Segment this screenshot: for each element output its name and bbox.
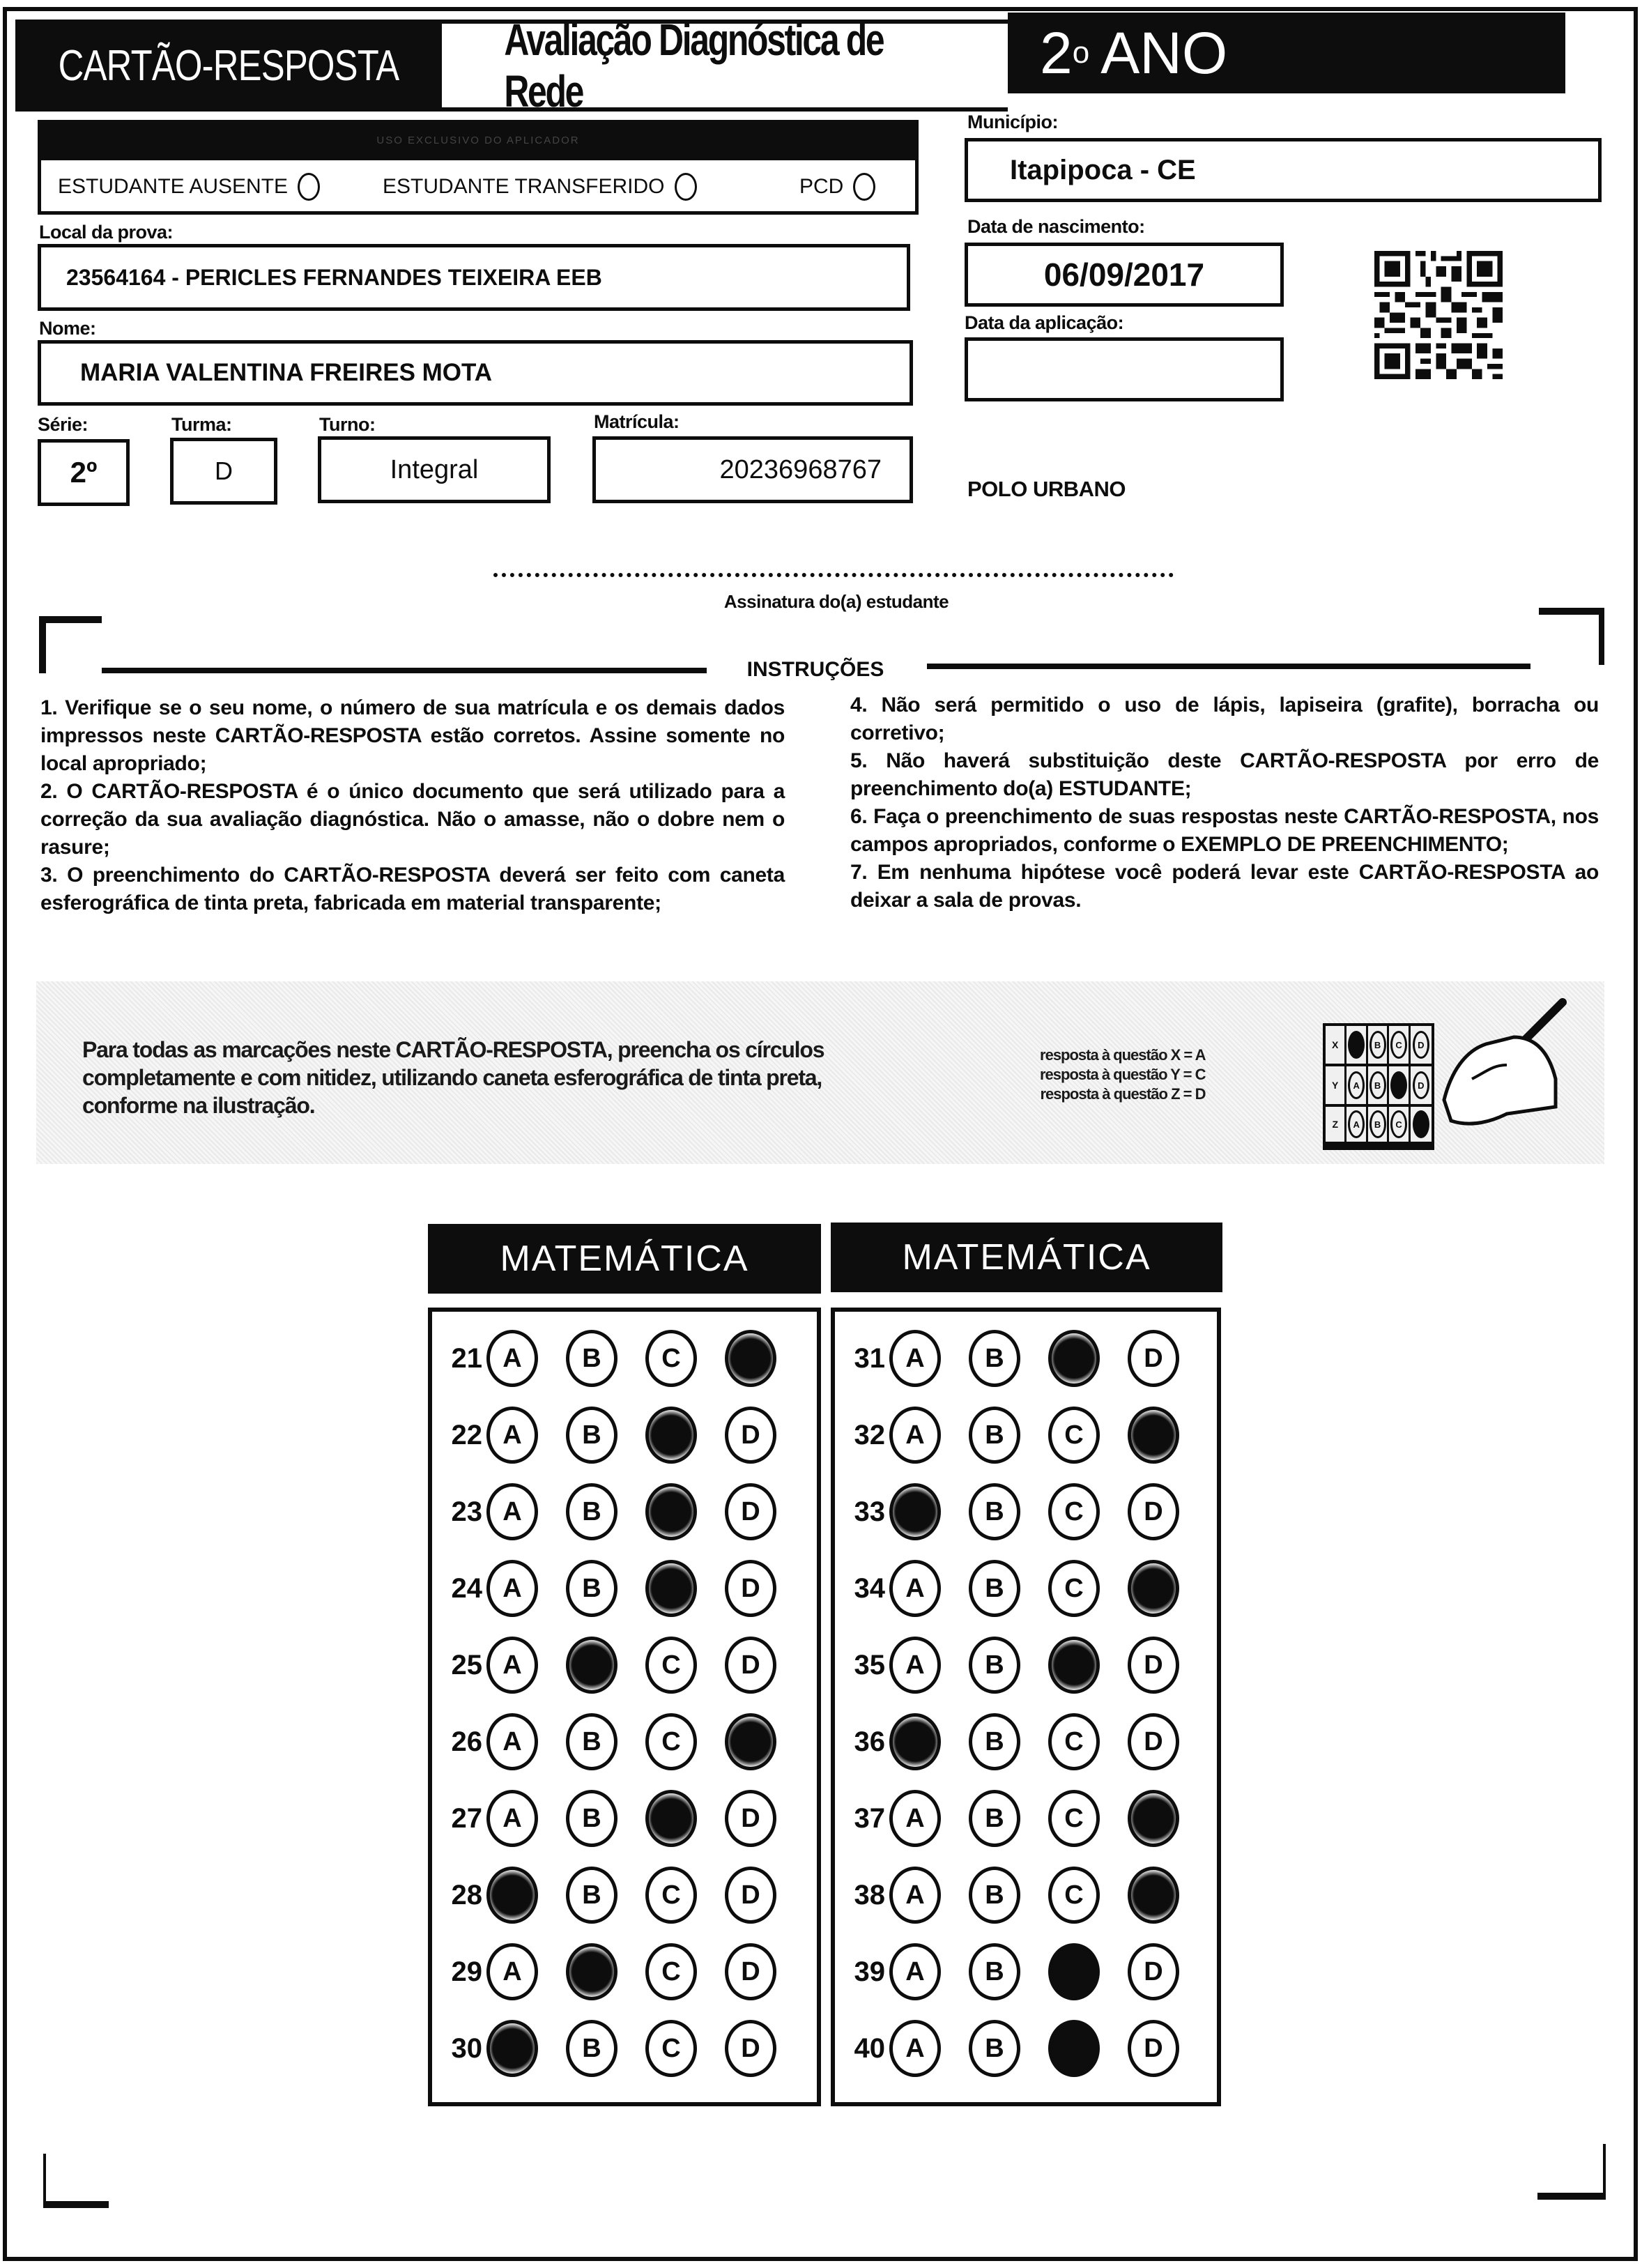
answer-bubble[interactable]: D	[1128, 1483, 1179, 1540]
birth-date-value: 06/09/2017	[1043, 256, 1205, 293]
name-value: MARIA VALENTINA FREIRES MOTA	[80, 359, 493, 386]
question-row	[432, 1557, 776, 1620]
answer-bubble[interactable]: C	[645, 1637, 697, 1694]
answer-bubble[interactable]: D	[725, 1560, 776, 1617]
filling-example-grid	[1323, 1023, 1434, 1150]
instruction-item: 2. O CARTÃO-RESPOSTA é o único documento que será utilizado para a correção da sua avaliação diagnóstica. Não o amasse, não o dobre nem o rasure;	[40, 780, 785, 859]
subject-header-1	[428, 1224, 821, 1294]
answer-bubble[interactable]: C	[1048, 1867, 1100, 1924]
question-number: 27	[451, 1802, 482, 1834]
filling-example-panel	[36, 981, 1604, 1164]
answer-bubble[interactable]: B	[969, 1790, 1020, 1847]
example-bubble: D	[1413, 1071, 1429, 1099]
answer-grid-1	[428, 1308, 821, 2106]
question-number: 38	[854, 1879, 885, 1910]
example-bubble: A	[1348, 1071, 1365, 1099]
question-number: 29	[451, 1956, 482, 1987]
question-row	[432, 1864, 776, 1926]
question-row	[432, 2017, 776, 2080]
answer-bubble-marked[interactable]	[566, 1637, 617, 1694]
answer-bubble[interactable]: A	[889, 1637, 941, 1694]
answer-bubble[interactable]: A	[486, 1943, 538, 2000]
answer-bubble[interactable]: B	[969, 1943, 1020, 2000]
question-number: 22	[451, 1419, 482, 1450]
answer-bubble-marked[interactable]	[645, 1483, 697, 1540]
answer-bubble-marked[interactable]	[1048, 1943, 1100, 2000]
answer-bubble[interactable]: D	[725, 1407, 776, 1464]
serie-label: Série:	[38, 414, 89, 435]
example-bubble: B	[1369, 1110, 1386, 1138]
answer-bubble-marked[interactable]	[889, 1483, 941, 1540]
local-field	[38, 244, 910, 311]
turma-label: Turma:	[171, 414, 232, 435]
answer-bubble[interactable]: C	[645, 1330, 697, 1387]
turma-value: D	[215, 457, 233, 485]
answer-bubble-marked[interactable]	[725, 1330, 776, 1387]
question-row	[835, 1710, 1179, 1773]
municipio-value: Itapipoca - CE	[1010, 154, 1196, 185]
question-row	[432, 1940, 776, 2003]
transferred-bubble[interactable]	[675, 173, 697, 201]
instruction-item: 5. Não haverá substituição deste CARTÃO-RESPOSTA por erro de preenchimento do(a) ESTUDANTE;	[850, 749, 1599, 800]
answer-bubble-marked[interactable]	[1128, 1407, 1179, 1464]
question-number: 25	[451, 1649, 482, 1680]
answer-bubble-marked[interactable]	[1128, 1790, 1179, 1847]
question-row	[432, 1480, 776, 1543]
example-bubble: C	[1390, 1110, 1407, 1138]
question-number: 40	[854, 2032, 885, 2064]
instruction-item: 4. Não será permitido o uso de lápis, lapiseira (grafite), borracha ou corretivo;	[850, 694, 1599, 744]
answer-bubble[interactable]: A	[889, 2020, 941, 2077]
question-row	[432, 1710, 776, 1773]
question-number: 36	[854, 1726, 885, 1757]
answer-bubble-marked[interactable]	[645, 1407, 697, 1464]
example-bubble: A	[1348, 1110, 1365, 1138]
answer-bubble[interactable]: D	[1128, 1330, 1179, 1387]
absent-option[interactable]	[58, 173, 320, 201]
pcd-option[interactable]	[799, 173, 875, 201]
answer-bubble[interactable]: A	[889, 1790, 941, 1847]
instruction-item: 3. O preenchimento do CARTÃO-RESPOSTA deverá ser feito com caneta esferográfica de tinta preta, fabricada em material transparente;	[40, 864, 785, 914]
question-row	[835, 2017, 1179, 2080]
name-field	[38, 340, 913, 406]
question-number: 26	[451, 1726, 482, 1757]
question-row	[835, 1557, 1179, 1620]
corner-mark-top-right-h2	[1540, 608, 1604, 615]
answer-bubble[interactable]: D	[1128, 1943, 1179, 2000]
answer-bubble[interactable]: A	[889, 1867, 941, 1924]
answer-bubble[interactable]: B	[969, 1867, 1020, 1924]
legend-line: resposta à questão Y = C	[1040, 1066, 1206, 1083]
instructions-left-column	[40, 694, 785, 917]
answer-bubble[interactable]: C	[645, 1867, 697, 1924]
subject-title: MATEMÁTICA	[500, 1239, 749, 1279]
matricula-value: 20236968767	[719, 454, 882, 484]
question-row	[432, 1327, 776, 1390]
answer-bubble[interactable]: D	[725, 1867, 776, 1924]
serie-field	[38, 439, 130, 506]
question-number: 24	[451, 1572, 482, 1604]
answer-bubble[interactable]: A	[486, 1560, 538, 1617]
grade-ordinal: o	[1072, 36, 1090, 70]
pcd-label: PCD	[799, 175, 844, 198]
grade-word: ANO	[1100, 20, 1228, 86]
answer-bubble[interactable]: B	[969, 1560, 1020, 1617]
question-number: 21	[451, 1342, 482, 1374]
corner-mark-bottom-right-v	[1603, 2144, 1606, 2198]
answer-bubble[interactable]: D	[1128, 1713, 1179, 1770]
answer-bubble[interactable]: C	[645, 1943, 697, 2000]
local-value: 23564164 - PERICLES FERNANDES TEIXEIRA EEB	[66, 264, 602, 290]
subject-title: MATEMÁTICA	[902, 1237, 1151, 1278]
answer-bubble[interactable]: B	[969, 2020, 1020, 2077]
answer-bubble-marked[interactable]	[1128, 1867, 1179, 1924]
answer-bubble[interactable]: C	[1048, 1790, 1100, 1847]
question-number: 31	[854, 1342, 885, 1374]
corner-mark-top-left-h	[39, 616, 102, 623]
answer-bubble[interactable]: B	[566, 1713, 617, 1770]
question-row	[835, 1480, 1179, 1543]
applicator-only-bar	[38, 120, 919, 160]
matricula-field	[592, 436, 913, 503]
answer-bubble[interactable]: B	[969, 1713, 1020, 1770]
absent-label: ESTUDANTE AUSENTE	[58, 175, 289, 198]
question-row	[835, 1634, 1179, 1696]
turno-value: Integral	[390, 454, 479, 484]
example-bubble-filled	[1413, 1110, 1429, 1138]
name-label: Nome:	[39, 318, 96, 339]
transferred-label: ESTUDANTE TRANSFERIDO	[383, 175, 665, 198]
answer-bubble[interactable]: A	[889, 1330, 941, 1387]
legend-line: resposta à questão X = A	[1040, 1046, 1206, 1064]
instructions-rule-right	[927, 664, 1530, 669]
signature-label: Assinatura do(a) estudante	[723, 591, 949, 612]
answer-bubble[interactable]: B	[566, 2020, 617, 2077]
question-number: 35	[854, 1649, 885, 1680]
question-number: 39	[854, 1956, 885, 1987]
example-bubble-filled	[1390, 1071, 1407, 1099]
answer-grid-2	[831, 1308, 1221, 2106]
question-row	[835, 1327, 1179, 1390]
instructions-title: INSTRUÇÕES	[746, 658, 884, 681]
question-row	[432, 1634, 776, 1696]
instructions-rule-left	[102, 668, 707, 673]
corner-mark-bottom-left-h	[43, 2201, 109, 2208]
turno-field	[318, 436, 551, 503]
question-row	[835, 1864, 1179, 1926]
grade-badge	[1008, 13, 1565, 93]
signature-line[interactable]	[493, 573, 1174, 577]
example-bubble: B	[1369, 1071, 1386, 1099]
answer-bubble[interactable]: D	[725, 1483, 776, 1540]
answer-bubble[interactable]: C	[1048, 1713, 1100, 1770]
application-date-label: Data da aplicação:	[965, 312, 1124, 333]
answer-bubble[interactable]: B	[566, 1330, 617, 1387]
answer-bubble-marked[interactable]	[486, 1867, 538, 1924]
turma-field	[170, 438, 277, 505]
answer-bubble[interactable]: D	[1128, 2020, 1179, 2077]
corner-mark-top-left-v	[39, 616, 46, 673]
polo-label: POLO URBANO	[967, 477, 1126, 501]
answer-bubble[interactable]: A	[486, 1790, 538, 1847]
answer-bubble[interactable]: A	[486, 1330, 538, 1387]
municipio-label: Município:	[967, 112, 1058, 132]
answer-bubble[interactable]: C	[1048, 1407, 1100, 1464]
example-bubble: D	[1413, 1031, 1429, 1059]
answer-bubble[interactable]: C	[1048, 1560, 1100, 1617]
example-bubble: C	[1390, 1031, 1407, 1059]
example-row-label: X	[1326, 1026, 1346, 1064]
answer-bubble[interactable]: C	[645, 1713, 697, 1770]
answer-bubble-marked[interactable]	[1128, 1560, 1179, 1617]
answer-bubble-marked[interactable]	[645, 1560, 697, 1617]
example-row-z	[1326, 1107, 1432, 1147]
answer-bubble[interactable]: D	[725, 1943, 776, 2000]
question-number: 33	[854, 1496, 885, 1527]
serie-value: 2º	[70, 456, 98, 489]
card-label	[15, 20, 442, 112]
filling-example-text: Para todas as marcações neste CARTÃO-RESPOSTA, preencha os círculos completamente e com nitidez, utilizando caneta esferográfica de tinta preta, conforme na ilustração.	[82, 1037, 824, 1118]
answer-bubble-marked[interactable]	[1048, 2020, 1100, 2077]
status-options	[38, 160, 919, 215]
answer-bubble[interactable]: D	[725, 1790, 776, 1847]
question-row	[432, 1787, 776, 1850]
answer-bubble[interactable]: D	[725, 1637, 776, 1694]
question-number: 37	[854, 1802, 885, 1834]
answer-bubble[interactable]: C	[1048, 1483, 1100, 1540]
municipio-field	[965, 138, 1602, 202]
instruction-item: 6. Faça o preenchimento de suas respostas neste CARTÃO-RESPOSTA, nos campos apropriados, conforme o EXEMPLO DE PREENCHIMENTO;	[850, 805, 1599, 856]
answer-bubble[interactable]: B	[566, 1483, 617, 1540]
answer-bubble-marked[interactable]	[566, 1943, 617, 2000]
question-number: 28	[451, 1879, 482, 1910]
answer-bubble-marked[interactable]	[725, 1713, 776, 1770]
answer-bubble[interactable]: A	[486, 1637, 538, 1694]
answer-bubble[interactable]: A	[889, 1943, 941, 2000]
answer-bubble[interactable]: D	[725, 2020, 776, 2077]
turno-label: Turno:	[319, 414, 376, 435]
question-row	[432, 1404, 776, 1466]
example-row-x	[1326, 1026, 1432, 1066]
answer-bubble[interactable]: B	[969, 1483, 1020, 1540]
answer-bubble[interactable]: A	[486, 1483, 538, 1540]
answer-bubble[interactable]: B	[969, 1407, 1020, 1464]
subject-header-2	[831, 1223, 1222, 1292]
answer-bubble[interactable]: C	[645, 2020, 697, 2077]
transferred-option[interactable]	[383, 173, 697, 201]
instructions-right-column	[850, 691, 1599, 914]
question-number: 34	[854, 1572, 885, 1604]
answer-bubble[interactable]: B	[969, 1330, 1020, 1387]
answer-bubble[interactable]: D	[1128, 1637, 1179, 1694]
corner-mark-top-right-v	[1599, 608, 1604, 665]
qr-code-icon	[1374, 237, 1503, 393]
grade-number: 2	[1040, 20, 1073, 86]
answer-bubble[interactable]: B	[566, 1867, 617, 1924]
example-row-label: Y	[1326, 1066, 1346, 1104]
answer-bubble-marked[interactable]	[645, 1790, 697, 1847]
birth-date-field	[965, 243, 1284, 307]
answer-bubble[interactable]: B	[969, 1637, 1020, 1694]
question-number: 32	[854, 1419, 885, 1450]
filling-example-legend	[1040, 1045, 1205, 1104]
question-row	[835, 1404, 1179, 1466]
answer-bubble[interactable]: A	[889, 1560, 941, 1617]
exam-title	[442, 15, 1008, 116]
question-number: 23	[451, 1496, 482, 1527]
example-bubble-filled	[1348, 1031, 1365, 1059]
absent-bubble[interactable]	[298, 173, 320, 201]
local-label: Local da prova:	[39, 222, 174, 243]
answer-bubble-marked[interactable]	[1048, 1330, 1100, 1387]
hand-with-pen-icon	[1430, 995, 1583, 1135]
answer-bubble-marked[interactable]	[486, 2020, 538, 2077]
card-label-text: CARTÃO-RESPOSTA	[58, 41, 399, 90]
answer-bubble[interactable]: B	[566, 1560, 617, 1617]
answer-bubble[interactable]: A	[486, 1407, 538, 1464]
answer-bubble[interactable]: B	[566, 1407, 617, 1464]
question-number: 30	[451, 2032, 482, 2064]
example-bubble: B	[1369, 1031, 1386, 1059]
example-row-y	[1326, 1066, 1432, 1107]
answer-bubble[interactable]: A	[889, 1407, 941, 1464]
applicator-only-text: USO EXCLUSIVO DO APLICADOR	[376, 134, 580, 146]
birth-date-label: Data de nascimento:	[967, 216, 1145, 237]
question-row	[835, 1940, 1179, 2003]
question-row	[835, 1787, 1179, 1850]
answer-bubble-marked[interactable]	[1048, 1637, 1100, 1694]
answer-bubble[interactable]: A	[486, 1713, 538, 1770]
example-row-label: Z	[1326, 1107, 1346, 1142]
exam-title-text: Avaliação Diagnóstica de Rede	[504, 15, 884, 116]
pcd-bubble[interactable]	[853, 173, 875, 201]
answer-bubble-marked[interactable]	[889, 1713, 941, 1770]
matricula-label: Matrícula:	[594, 411, 680, 432]
application-date-field[interactable]	[965, 337, 1284, 401]
legend-line: resposta à questão Z = D	[1040, 1085, 1206, 1103]
instruction-item: 7. Em nenhuma hipótese você poderá levar este CARTÃO-RESPOSTA ao deixar a sala de provas.	[850, 861, 1599, 912]
corner-mark-bottom-left-v	[43, 2154, 46, 2208]
instruction-item: 1. Verifique se o seu nome, o número de sua matrícula e os demais dados impressos neste CARTÃO-RESPOSTA estão corretos. Assine somente no local apropriado;	[40, 696, 785, 775]
corner-mark-bottom-right-h	[1537, 2193, 1606, 2200]
answer-bubble[interactable]: B	[566, 1790, 617, 1847]
